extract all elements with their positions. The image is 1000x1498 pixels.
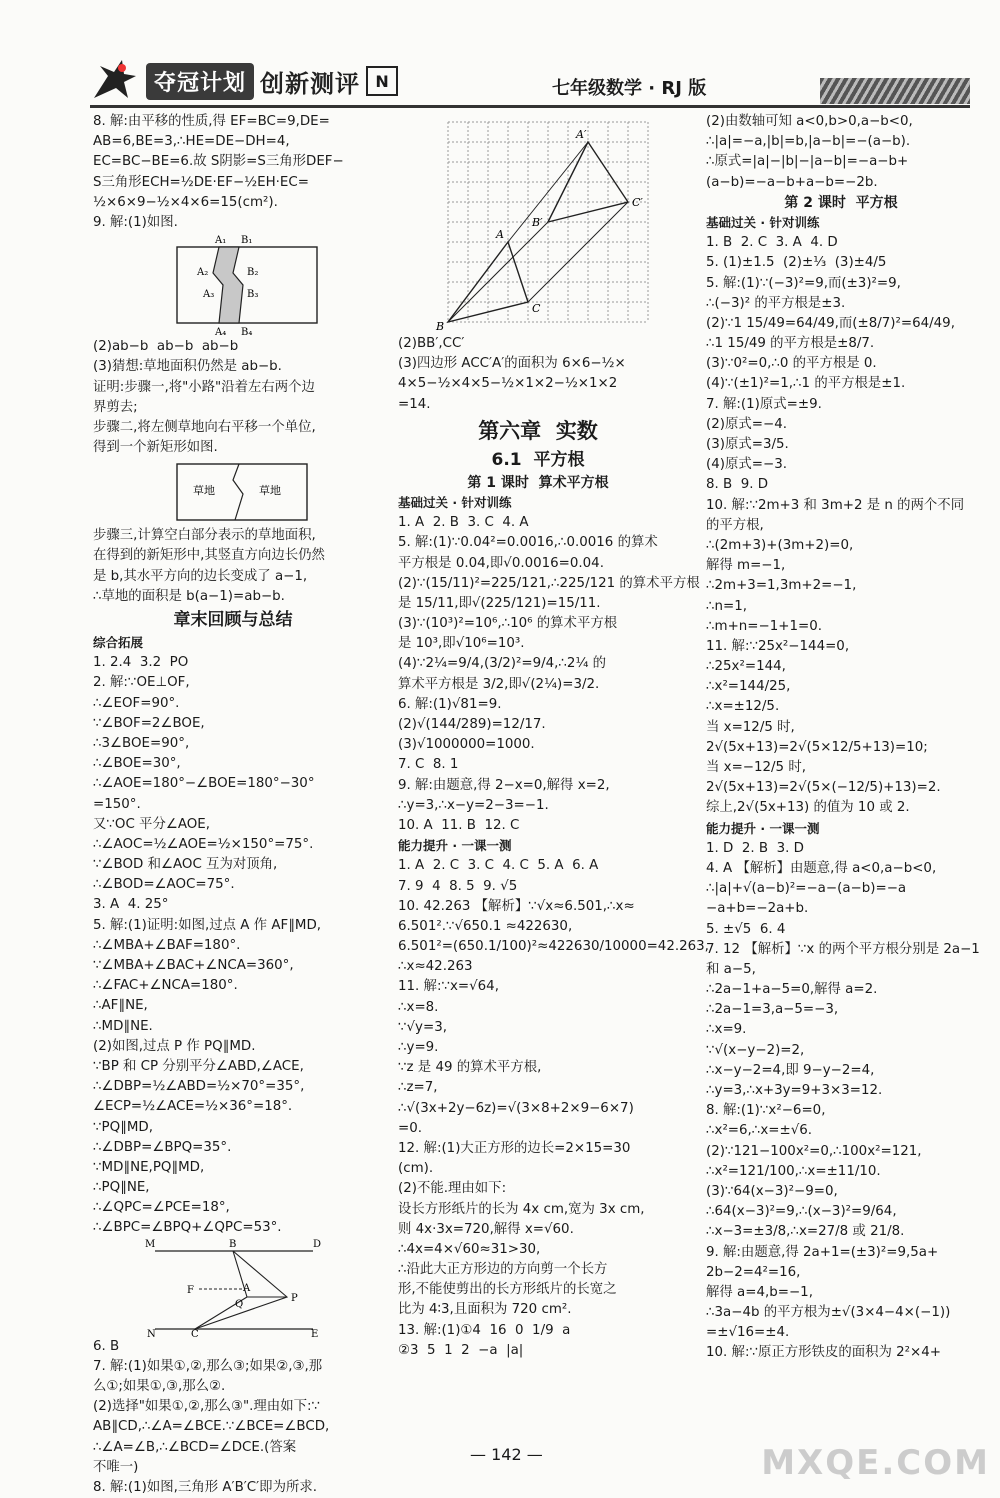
grid-point-label: B: [436, 320, 445, 333]
text-line: (2)原式=−4.: [706, 416, 787, 432]
text-line: 的平方根,: [706, 517, 764, 533]
text-line: ∵√y=3,: [398, 1019, 447, 1035]
text-block: [398, 856, 709, 1361]
text-line: 5. 解:(1)∵0.04²=0.0016,∴0.0016 的算术: [398, 535, 658, 551]
text-line: 平方根是 0.04,即√0.0016=0.04.: [398, 555, 604, 571]
text-line: 12. 解:(1)大正方形的边长=2×15=30: [398, 1140, 631, 1156]
text-line: ∴y=3,∴x−y=2−3=−1.: [398, 797, 549, 813]
fig3-label: F: [187, 1284, 194, 1296]
text-line: (2)∵121−100x²=0,∴100x²=121,: [706, 1143, 922, 1159]
chapter-title: 第六章 实数: [478, 418, 598, 443]
text-line: ∴3∠BOE=90°,: [93, 735, 190, 751]
text-line: ∴PQ∥NE,: [93, 1180, 150, 1196]
text-line: ∴∠BOE=30°,: [93, 756, 181, 772]
text-line: 5. 解:(1)∵(−3)²=9,而(±3)²=9,: [706, 275, 901, 291]
text-line: 5. (1)±1.5 (2)±⅓ (3)±4/5: [706, 255, 887, 271]
text-line: 界剪去;: [93, 399, 138, 415]
fig3-label: E: [311, 1328, 319, 1340]
text-line: 步骤二,将左侧草地向右平移一个单位,: [93, 419, 316, 435]
text-line: 算术平方根是 3/2,即√(2¼)=3/2.: [398, 676, 600, 692]
translation-segment: [528, 202, 628, 302]
text-line: ∴∠DBP=∠BPQ=35°.: [93, 1139, 232, 1155]
text-line: ∴n=1,: [706, 598, 748, 614]
text-line: 2b−2=4²=16,: [706, 1264, 801, 1280]
text-line: ∴2a−1+a−5=0,解得 a=2.: [706, 982, 878, 998]
text-line: 8. 解:(1)∵x²−6=0,: [706, 1103, 826, 1119]
grade-title: 七年级数学 · RJ 版: [552, 78, 707, 99]
fig1-label: B₂: [247, 267, 259, 279]
subsection-label: 综合拓展: [93, 635, 144, 650]
lesson-title: 第 2 课时 平方根: [784, 194, 898, 211]
text-line: (2)如图,过点 P 作 PQ∥MD.: [93, 1038, 256, 1054]
text-line: 当 x=−12/5 时,: [706, 760, 806, 775]
text-line: (3)√1000000=1000.: [398, 737, 535, 753]
text-line: ∴m+n=−1+1=0.: [706, 618, 822, 634]
column-left: [93, 112, 373, 1498]
text-line: 10. A 11. B 12. C: [398, 817, 520, 833]
text-line: ∴x²=121/100,∴x=±11/10.: [706, 1163, 881, 1179]
column-middle: [398, 112, 709, 1361]
text-line: 比为 4∶3,且面积为 720 cm².: [398, 1302, 572, 1318]
text-line: ∴x=±12/5.: [706, 699, 780, 715]
text-line: ∴∠DBP=½∠ABD=½×70°=35°,: [93, 1079, 305, 1095]
text-line: ∴x²=144/25,: [706, 679, 791, 695]
section-title: 6.1 平方根: [491, 449, 585, 470]
text-line: (4)原式=−3.: [706, 457, 787, 473]
brand-logo: [88, 60, 398, 102]
text-line: 4×5−½×4×5−½×1×2−½×1×2: [398, 376, 618, 392]
subsection-label: 能力提升 · 一课一测: [398, 838, 512, 854]
fig3-label: Q: [235, 1298, 244, 1310]
grid-point-label: A′: [576, 128, 587, 141]
text-line: 7. C 8. 1: [398, 757, 459, 773]
text-line: ∴2a−1=3,a−5=−3,: [706, 1002, 839, 1018]
text-line: ∴x−3=±3/8,∴x=27/8 或 21/8.: [706, 1224, 905, 1240]
fig1-label: B₁: [241, 235, 253, 247]
text-line: 1. A 2. B 3. C 4. A: [398, 515, 529, 531]
text-line: (2)BB′,CC′: [398, 336, 465, 351]
text-line: 9. 解:由题意,得 2a+1=(±3)²=9,5a+: [706, 1244, 939, 1260]
fig3-label: B: [229, 1238, 237, 1250]
text-line: ∴4x=4×√60≈31>30,: [398, 1241, 541, 1257]
text-line: ∴∠FAC+∠NCA=180°.: [93, 978, 238, 994]
section-heading: 章末回顾与总结: [173, 610, 293, 630]
text-line: 则 4x·3x=720,解得 x=√60.: [398, 1221, 574, 1237]
text-line: ∴∠AOC=½∠AOE=½×150°=75°.: [93, 836, 314, 852]
text-line: =±√16=±4.: [706, 1325, 790, 1341]
text-line: 综上,2√(5x+13) 的值为 10 或 2.: [706, 800, 910, 816]
text-block: [398, 334, 678, 415]
text-line: ∵∠MBA+∠BAC+∠NCA=360°,: [93, 958, 294, 973]
text-line: ②3 5 1 2 −a |a|: [398, 1342, 524, 1358]
text-line: 9. 解:(1)如图.: [93, 214, 178, 230]
text-line: ∴√(3x+2y−6z)=√(3×8+2×9−6×7): [398, 1100, 634, 1116]
text-line: (4)∵2¼=9/4,(3/2)²=9/4,∴2¼ 的: [398, 656, 607, 672]
page-header: [0, 0, 1000, 118]
text-line: 步骤三,计算空白部分表示的草地面积,: [93, 528, 316, 544]
text-line: ∴25x²=144,: [706, 659, 786, 675]
text-block: [706, 233, 976, 818]
text-line: 7. 解:(1)如果①,②,那么③;如果②,③,那: [93, 1358, 323, 1374]
fig3-label: M: [145, 1238, 156, 1250]
text-line: 是 b,其水平方向的边长变成了 a−1,: [93, 568, 308, 584]
text-line: ∴沿此大正方形边的方向剪一个长方: [398, 1262, 608, 1278]
fig3-label: C: [191, 1328, 199, 1340]
text-line: ∴x≈42.263: [398, 959, 473, 975]
text-line: (2)∵1 15/49=64/49,而(±8/7)²=64/49,: [706, 315, 955, 331]
text-line: 11. 解:∵x=√64,: [398, 979, 499, 995]
text-line: =150°.: [93, 796, 141, 812]
text-line: ∴MD∥NE.: [93, 1018, 153, 1034]
text-line: 在得到的新矩形中,其竖直方向边长仍然: [93, 548, 325, 564]
text-line: 设长方形纸片的长为 4x cm,宽为 3x cm,: [398, 1201, 645, 1217]
text-line: ∴原式=|a|−|b|−|a−b|=−a−b+: [706, 154, 909, 170]
page-number: — 142 —: [470, 1445, 543, 1464]
text-block: [93, 1337, 373, 1498]
text-line: 6.501².∵√650.1 ≈422630,: [398, 918, 573, 934]
text-line: 6.501²=(650.1/100)²≈422630/10000=42.263,: [398, 939, 709, 955]
text-line: ∴∠MBA+∠BAF=180°.: [93, 937, 241, 953]
text-line: =14.: [398, 396, 431, 412]
text-line: −a+b=−2a+b.: [706, 901, 809, 917]
text-line: ∴∠BOD=∠AOC=75°.: [93, 877, 235, 893]
text-line: ∴(−3)² 的平方根是±3.: [706, 295, 846, 311]
text-line: 2√(5x+13)=2√(5×12/5+13)=10;: [706, 739, 928, 755]
text-line: ∠ECP=½∠ACE=½×36°=18°.: [93, 1099, 293, 1115]
text-line: ∴1 15/49 的平方根是±8/7.: [706, 336, 875, 352]
text-line: 3. A 4. 25°: [93, 897, 169, 913]
text-line: ∵∠BOF=2∠BOE,: [93, 715, 205, 731]
column-right: [706, 112, 980, 1364]
fig1-label: A₃: [203, 289, 215, 301]
text-line: 10. 解:∵2m+3 和 3m+2 是 n 的两个不同: [706, 497, 965, 513]
text-line: ∴3a−4b 的平方根为±√(3×4−4×(−1)): [706, 1305, 951, 1321]
text-block: [398, 513, 700, 836]
fig1-label: A₁: [215, 235, 227, 247]
text-line: 6. 解:(1)√81=9.: [398, 696, 502, 712]
text-block: [93, 653, 373, 1238]
text-line: ∴x−y−2=4,即 9−y−2=4,: [706, 1062, 875, 1078]
fig1-label: B₄: [241, 327, 253, 339]
text-line: AB∥CD,∴∠A=∠BCE.∵∠BCE=∠BCD,: [93, 1419, 330, 1435]
fig3-label: D: [313, 1238, 322, 1250]
figure-path-diagram: [93, 233, 373, 337]
text-line: 7. 9 4 8. 5 9. √5: [398, 878, 518, 894]
text-line: 10. 42.263 【解析】∵√x≈6.501,∴x≈: [398, 898, 635, 914]
text-line: 2. 解:∵OE⊥OF,: [93, 675, 190, 691]
text-line: (2)选择"如果①,②,那么③".理由如下:∵: [93, 1399, 321, 1415]
text-line: ∴y=3,∴x+3y=9+3×3=12.: [706, 1083, 883, 1098]
text-line: 13. 解:(1)①4 16 0 1/9 a: [398, 1322, 571, 1338]
text-line: ∴x=9.: [706, 1022, 747, 1038]
text-line: ∵PQ∥MD,: [93, 1119, 153, 1135]
watermark: MXQE.COM: [761, 1443, 990, 1483]
series-name: 创新测评: [260, 69, 361, 98]
text-line: 形,不能使剪出的长方形纸片的长宽之: [398, 1282, 617, 1298]
text-line: ½×6×9−½×4×6=15(cm²).: [93, 194, 278, 210]
text-line: ∴64(x−3)²=9,∴(x−3)²=9/64,: [706, 1204, 897, 1220]
text-line: 么①;如果①,③,那么②.: [93, 1379, 226, 1394]
text-line: ∵BP 和 CP 分别平分∠ABD,∠ACE,: [93, 1058, 304, 1074]
lesson-title: 第 1 课时 算术平方根: [467, 474, 609, 491]
text-line: 是 10³,即√10⁶=10³.: [398, 636, 525, 652]
text-line: ∴∠AOE=180°−∠BOE=180°−30°: [93, 776, 315, 792]
text-line: ∴z=7,: [398, 1080, 438, 1096]
subsection-label: 基础过关 · 针对训练: [398, 494, 512, 510]
text-line: ∴∠A=∠B,∴∠BCD=∠DCE.(答案: [93, 1439, 297, 1455]
text-line: 1. D 2. B 3. D: [706, 840, 804, 856]
text-line: EC=BC−BE=6.故 S阴影=S三角形DEF−: [93, 154, 344, 170]
grid-point-label: C′: [632, 196, 643, 209]
figure-parallel-lines: [93, 1238, 373, 1340]
text-line: 8. 解:(1)如图,三角形 A′B′C′即为所求.: [93, 1479, 318, 1495]
text-line: (2)∵(15/11)²=225/121,∴225/121 的算术平方根: [398, 575, 700, 591]
text-block: [93, 112, 373, 233]
star-figure-icon: [88, 58, 140, 104]
text-line: 解得 a=4,b=−1,: [706, 1284, 813, 1300]
subsection-label: 基础过关 · 针对训练: [706, 214, 820, 230]
text-line: (4)∵(±1)²=1,∴1 的平方根是±1.: [706, 376, 906, 392]
text-line: 解得 m=−1,: [706, 558, 786, 574]
text-line: (2)由数轴可知 a<0,b>0,a−b<0,: [706, 114, 913, 129]
text-line: 1. B 2. C 3. A 4. D: [706, 235, 838, 251]
text-line: 7. 12 【解析】∵x 的两个平方根分别是 2a−1: [706, 941, 980, 957]
text-line: ∵z 是 49 的算术平方根,: [398, 1060, 542, 1076]
text-line: (3)∵0²=0,∴0 的平方根是 0.: [706, 356, 877, 372]
text-line: 1. 2.4 3.2 PO: [93, 655, 189, 671]
text-line: (3)原式=3/5.: [706, 437, 789, 452]
text-line: (3)∵64(x−3)²−9=0,: [706, 1183, 838, 1199]
text-line: (3)猜想:草地面积仍然是 ab−b.: [93, 359, 282, 375]
fig3-label: A: [243, 1282, 251, 1294]
text-line: 2√(5x+13)=2√(5×(−12/5)+13)=2.: [706, 780, 941, 796]
text-line: =0.: [398, 1120, 422, 1136]
brand-name: 夺冠计划: [146, 63, 254, 100]
text-line: 不唯一): [93, 1459, 139, 1475]
text-line: 10. 解:∵原正方形铁皮的面积为 2²×4+: [706, 1345, 941, 1361]
text-line: 9. 解:由题意,得 2−x=0,解得 x=2,: [398, 777, 610, 793]
text-line: 8. B 9. D: [706, 477, 769, 493]
fig3-label: N: [147, 1328, 156, 1340]
text-line: ∵MD∥NE,PQ∥MD,: [93, 1159, 205, 1175]
text-line: 1. A 2. C 3. C 4. C 5. A 6. A: [398, 858, 599, 874]
text-line: S三角形ECH=½DE·EF−½EH·EC=: [93, 174, 309, 190]
text-line: ∴|a|=−a,|b|=b,|a−b|=−(a−b).: [706, 134, 911, 150]
text-line: (3)∵(10³)²=10⁶,∴10⁶ 的算术平方根: [398, 616, 618, 632]
text-line: 5. 解:(1)证明:如图,过点 A 作 AF∥MD,: [93, 917, 322, 933]
figure-grid-translation: [398, 112, 678, 334]
text-line: (2)ab−b ab−b ab−b: [93, 339, 239, 355]
text-line: 当 x=12/5 时,: [706, 719, 795, 735]
text-line: ∴∠EOF=90°.: [93, 695, 180, 711]
text-line: ∴y=9.: [398, 1040, 439, 1055]
subsection-label: 能力提升 · 一课一测: [706, 820, 820, 836]
grid-point-label: B′: [532, 216, 543, 229]
text-line: ∴x²=6,∴x=±√6.: [706, 1123, 813, 1139]
text-block: [706, 839, 980, 1364]
fig2-label: 草地: [193, 484, 215, 498]
text-line: 11. 解:∵25x²−144=0,: [706, 638, 850, 654]
text-line: ∵∠BOD 和∠AOC 互为对顶角,: [93, 857, 278, 873]
fig1-label: A₂: [197, 267, 209, 279]
text-line: ∴x=8.: [398, 999, 439, 1015]
text-line: ∵√(x−y−2)=2,: [706, 1042, 805, 1058]
figure-grass-rect: [93, 458, 373, 526]
text-line: ∴∠BPC=∠BPQ+∠QPC=53°.: [93, 1220, 282, 1236]
fig1-label: B₃: [247, 289, 259, 301]
text-line: (2)不能.理由如下:: [398, 1181, 507, 1197]
fig3-label: P: [291, 1292, 298, 1304]
header-divider: [90, 105, 970, 108]
text-line: AB=6,BE=3,∴HE=DE−DH=4,: [93, 134, 290, 150]
text-line: ∴∠QPC=∠PCE=18°,: [93, 1200, 230, 1216]
grid-point-label: C: [532, 302, 541, 315]
grid-point-label: A: [496, 228, 504, 241]
fig2-label: 草地: [259, 484, 281, 498]
series-mark: N: [366, 66, 398, 96]
text-line: 8. 解:由平移的性质,得 EF=BC=9,DE=: [93, 114, 330, 129]
text-line: 得到一个新矩形如图.: [93, 440, 218, 456]
text-line: 和 a−5,: [706, 961, 756, 977]
text-line: (a−b)=−a−b+a−b=−2b.: [706, 174, 878, 190]
text-line: (2)√(144/289)=12/17.: [398, 717, 546, 732]
text-line: 5. ±√5 6. 4: [706, 921, 786, 937]
text-line: ∴草地的面积是 b(a−1)=ab−b.: [93, 588, 285, 604]
text-line: 6. B: [93, 1338, 120, 1354]
text-block: [706, 112, 976, 193]
text-line: 证明:步骤一,将"小路"沿着左右两个边: [93, 379, 315, 395]
text-line: 7. 解:(1)原式=±9.: [706, 396, 822, 412]
text-line: 是 15/11,即√(225/121)=15/11.: [398, 595, 601, 611]
text-line: ∴2m+3=1,3m+2=−1,: [706, 578, 857, 594]
text-block: [93, 337, 373, 458]
text-line: ∴(2m+3)+(3m+2)=0,: [706, 537, 854, 553]
text-line: 又∵OC 平分∠AOE,: [93, 816, 211, 832]
text-line: (3)四边形 ACC′A′的面积为 6×6−½×: [398, 356, 626, 372]
text-block: [93, 526, 373, 607]
text-line: (cm).: [398, 1161, 434, 1177]
text-line: 4. A 【解析】由题意,得 a<0,a−b<0,: [706, 860, 937, 876]
fig1-label: A₄: [215, 327, 227, 339]
text-line: ∴AF∥NE,: [93, 998, 148, 1014]
header-decoration: [820, 78, 970, 104]
text-line: ∴|a|+√(a−b)²=−a−(a−b)=−a: [706, 881, 907, 897]
